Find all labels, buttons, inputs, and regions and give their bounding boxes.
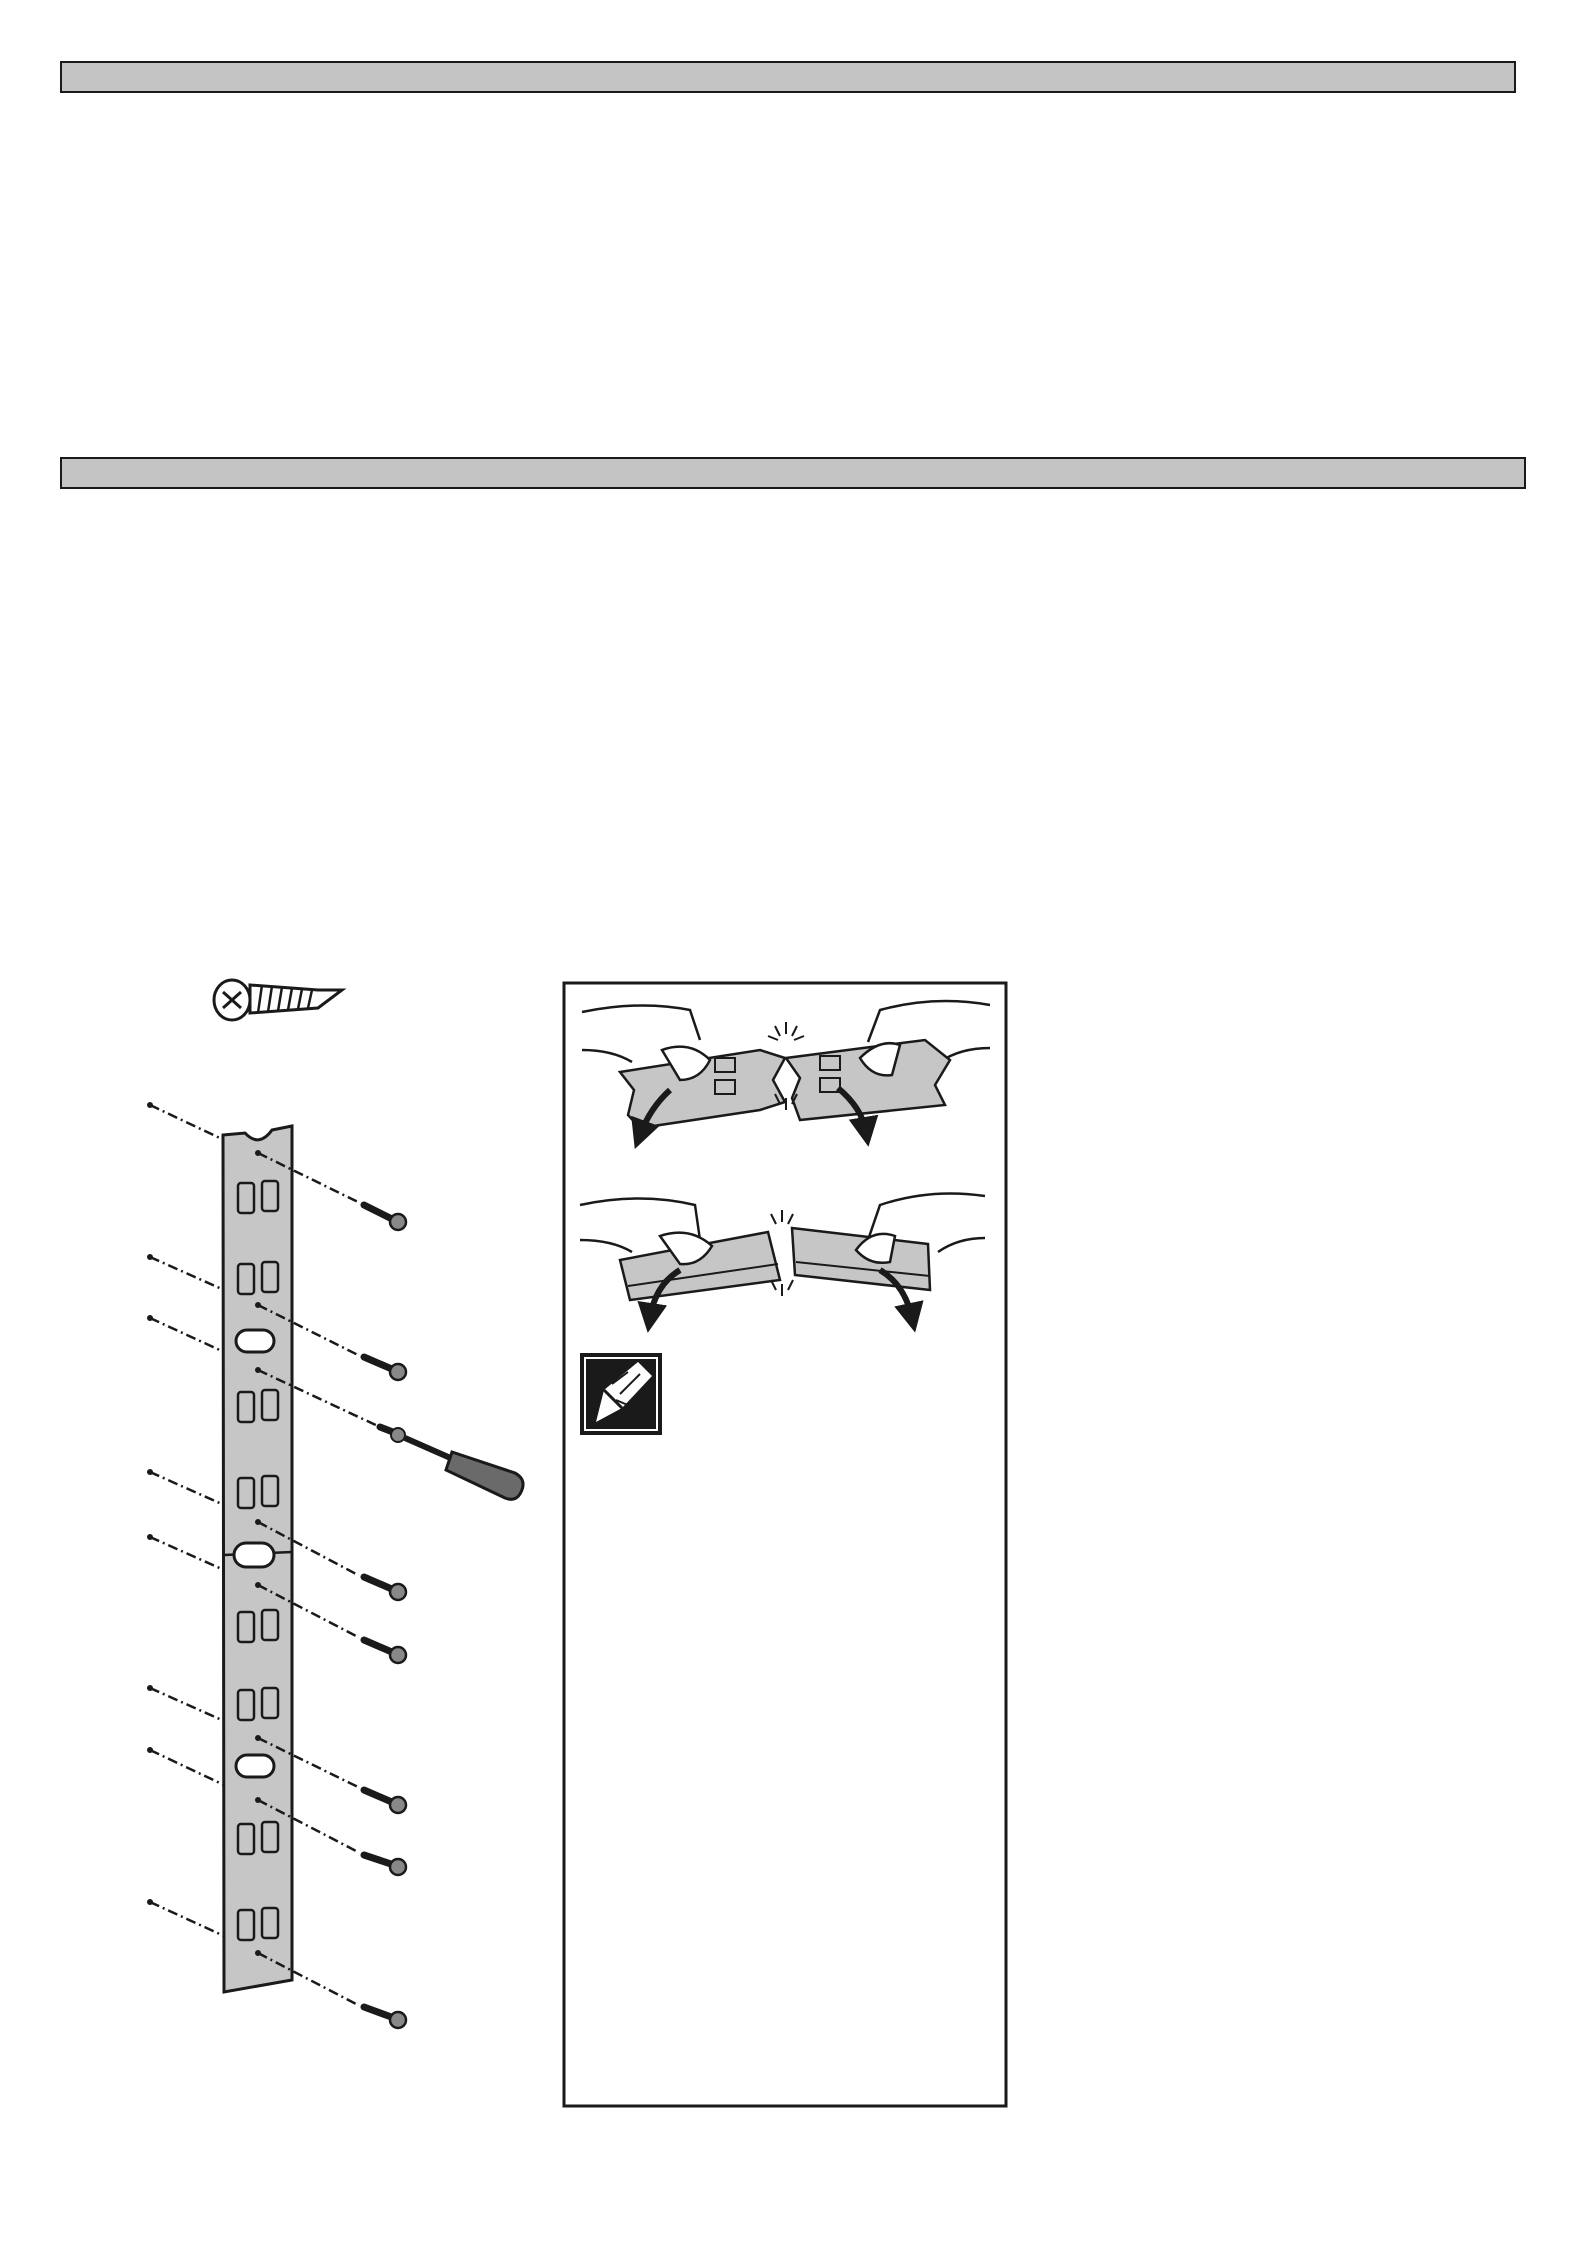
screwdriver-icon	[380, 1427, 523, 1499]
mounting-screws	[364, 1205, 406, 2028]
pencil-note-icon	[580, 1353, 662, 1435]
screw-icon	[214, 980, 342, 1020]
instruction-panel	[564, 983, 1006, 2106]
